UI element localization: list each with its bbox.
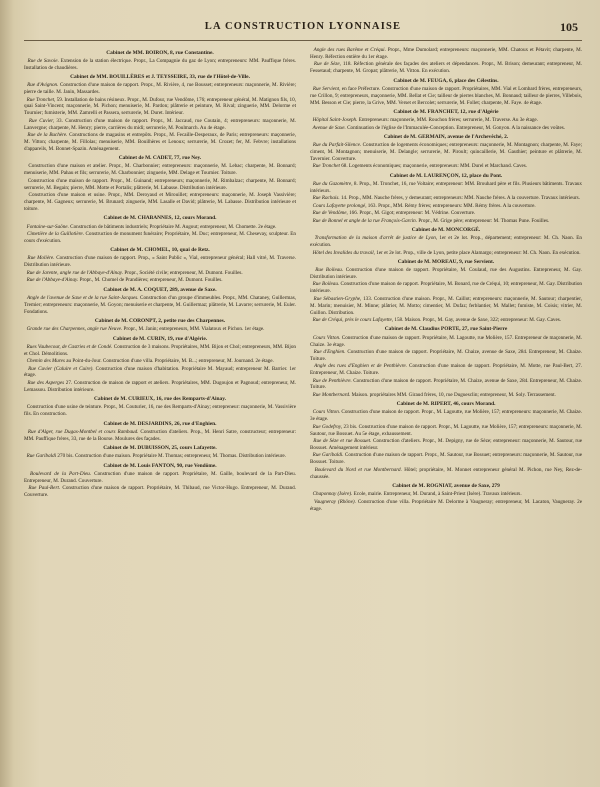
left-column <box>24 47 296 512</box>
entry-location: Fontaine-sur-Saône. <box>24 223 69 230</box>
entry-text: Construction d'une maison de rapport. Propriétaire, M. Lagoutte, rue Molière, 157. Entrepreneur de maçonnerie, M. Chaize. 3e étage. <box>310 334 582 348</box>
entry-location: Cimetière de la Guillotière. <box>24 230 85 237</box>
entry-text: 68. Logements économiques; maçonnerie, entrepreneurs: MM. Durel et Marchand. Caves. <box>339 163 528 170</box>
entry-location: Rue Tronchet, <box>24 96 56 103</box>
project-entry <box>310 61 582 75</box>
cabinet-heading: Cabinet de M. CADET, 77, rue Ney. <box>118 155 202 162</box>
entry-location: Rue Cuvier (Caluire et Cuire). <box>24 365 94 372</box>
entry-location: Avenue de Saxe. <box>310 124 346 131</box>
entry-text: Constructions de magasins et entrepôts. Propr., M. Fecaille-Desperaux, de Paris; entrepreneurs: maçonnerie, M. Vitton; charpente, M. Fillolas; menuiserie, MM. Bouilhères et Lenoux; serrurerie, M. Crozet; fer, M. Febvre; installations d'appareils, M. Bonnet-Spazin. Aménagement. <box>24 132 296 152</box>
project-entry <box>24 255 296 269</box>
project-entry <box>24 453 296 460</box>
project-entry <box>310 335 582 349</box>
project-entry <box>24 178 296 192</box>
project-entry <box>24 231 296 245</box>
entry-text: Construction de logements économiques; entrepreneurs: maçonnerie, M. Montagnon; charpente, M. Faye; ciment, M. Montagnon; menuiserie, M. Delangle; serrurerie, M. Piroult; quincaillerie, M. Gauthier; peinture et plâtrerie, M. Tavernier. Couverture. <box>310 142 582 163</box>
cabinet-heading: Cabinet de M. FRANCHET, 12, rue d'Algérie <box>393 109 499 116</box>
cabinet-heading: Cabinet de MM. BOUILLÈRES et J. TEYSSEIRE, 33, rue de l'Hôtel-de-Ville. <box>70 74 250 81</box>
entry-location: Rue Tronchet <box>310 163 340 170</box>
project-entry <box>24 58 296 72</box>
entry-text: Construction d'une maison de rapport. Prop., « Saint Public », Vial, entrepreneur général; Hall vitré, M. Traverse. Distribution intérieure. <box>24 255 296 269</box>
cabinet-heading: Cabinet de M. MOREAU, 9, rue Servient. <box>397 258 495 265</box>
project-entry <box>24 224 296 231</box>
entry-location: Chemin des Mures <box>24 358 65 365</box>
entry-location: Rue Boileau. <box>310 267 344 274</box>
entry-text: Propr., M. Janin; entrepreneurs, MM. Vialatoux et Pichon. 1er étage. <box>122 326 265 333</box>
entry-location: Hôtel des Invalides du travail, <box>310 249 375 256</box>
entry-location: Rue des Asperges <box>24 379 65 386</box>
cabinet-heading: Cabinet de M. CURIN, 19, rue d'Algérie. <box>112 335 208 342</box>
entry-text: Construction d'une maison de rapport. Propriétaire, M. Bonard, rue de Créqui, 10; entrepreneur, M. Gay. Distribution intérieure. <box>310 281 583 295</box>
cabinet-heading: Cabinet de M. CURIEUX, 16, rue des Remparts-d'Ainay. <box>94 396 226 403</box>
entry-text: 23 bis. Construction d'une maison de rapport. Propr., M. Lagoutte, rue Molière, 157; entrepreneurs: maçonnerie, M. Sautour, rue Bossuet. Au 5e étage, exhaussement. <box>310 423 582 437</box>
entry-location: Cours Vitton. <box>310 334 341 341</box>
entry-text: Construction d'une maison de rapport. Propriétaire, M. Thibaud, rue Victor-Hugo. Entrepreneur, M. Durand. Couverture. <box>24 485 297 499</box>
entry-text: Construction de monument funéraire; Propriétaire, M. Duc; entrepreneur, M. Chesevay, sculpteur. En cours d'exécution. <box>24 230 296 244</box>
cabinet-heading: Cabinet de M. Claudius PORTE, 27, rue Saint-Pierre <box>384 326 508 333</box>
cabinet-heading: Cabinet de M. A. COQUET, 289, avenue de Saxe. <box>103 286 217 293</box>
entry-text: Entrepreneurs: maçonnerie, MM. Rouchon frères; serrurerie, M. Traverse. Au 3e étage. <box>357 117 538 124</box>
project-entry <box>310 218 582 225</box>
entry-text: Construction d'une maison et atelier. Propr., M. Charbonnier; entrepreneurs: maçonnerie, M. Lebac; charpente, M. Bonnard; menuiserie, MM. Pahau et fils; serrurerie, M. Charbonnier; zinguerie, MM. Delage et Tournier. Toiture. <box>24 163 296 177</box>
entry-text: 1er et 2e lot. Prop., département; entrepreneur: M. Ch. Naon. En exécution. <box>310 235 582 249</box>
entry-location: Rue de Sèze et rue Bossuet. <box>310 438 372 445</box>
project-entry <box>310 47 582 61</box>
entry-text: 59. Installation de bains résineux. Propr., M. Dufour, rue Vendôme, 176; entrepreneur général, M. Matignon fils, 10, quai Saint-Vincent; maçonnerie, M. Pichon; menuiserie, M. Pardon; plâtrerie et peinture, M. Rival; zinguerie, MM. Delorme et Tournier; fumisterie, MM. Zamrelli et Passera, serrurerie, M. Duret. Intérieur. <box>24 96 296 117</box>
project-entry <box>310 125 582 132</box>
project-entry <box>24 97 296 118</box>
entry-location: Grande rue des Charpennes, angle rue Neuve. <box>24 326 123 333</box>
project-entry <box>24 344 296 358</box>
project-entry <box>310 409 582 423</box>
cabinet-heading: Cabinet de M. DUBUISSON, 25, cours Lafayette. <box>103 445 217 452</box>
entry-location: Chaponnay (Isère). <box>310 491 353 498</box>
project-entry <box>310 438 582 452</box>
project-entry <box>310 210 582 217</box>
entry-text: Construction d'une maison de rapport. Propriétaire, M. Chaize, avenue de Saxe, 284. Entrepreneur, M. Chaize. Toiture. <box>310 348 583 362</box>
cabinet-heading: Cabinet de MM. BOIRON, 8, rue Constantine. <box>106 49 214 56</box>
entry-location: Rue de Savoie. <box>24 57 59 64</box>
entry-text: 33. Construction d'une maison de rapport. Propr., M. Jaccaud, rue Coutain, 4; entrepreneurs: maçonnerie, M. Lanvergne; charpente, M. Henry; pierre, carrières du midi; serrurerie, M. Poulmarch. Au 4e étage. <box>24 117 296 131</box>
project-entry <box>310 452 582 466</box>
entry-text: Construction d'une maison de rapport. Propr., M. Sautour, rue Bossuet; entrepreneurs: maçonnerie, M. Sautour, rue Bossuet. Toiture. <box>310 452 582 466</box>
entry-text: Construction d'une maison et usine. Propr., MM. Deroyaud et Mirouillet; entrepreneurs: maçonnerie, M. Joseph Vassivière; charpente, M. Gagneux; serrurerie, M. Brunard; zinguerie, MM. Lasalle et David; plâtrerie, M. Labasse. Distribution intérieure et toiture. <box>24 192 296 212</box>
project-entry <box>310 267 582 281</box>
entry-text: Ecole, mairie. Entrepreneur, M. Durand, à Saint-Priest (Isère). Travaux intérieurs. <box>352 491 522 498</box>
cabinet-heading: Cabinet de M. GERMAIN, avenue de l'Archevêché, 2. <box>383 134 509 141</box>
project-entry <box>310 378 582 392</box>
project-entry <box>310 235 582 249</box>
entry-location: Rue Godefroy, <box>310 423 343 430</box>
entry-location: Rue du Gazomètre, <box>310 181 353 188</box>
project-entry <box>24 326 296 333</box>
project-entry <box>310 392 582 399</box>
entry-text: Hôtel; propriétaire, M. Monnet entrepreneur général M. Pichon, rue Ney, Rez-de-chaussée. <box>310 466 583 480</box>
entry-location: Cours Lafayette prolongé, <box>310 202 367 209</box>
entry-location: Rues Vaubecour, de Castries et de Condé. <box>24 343 113 350</box>
cabinet-heading: Cabinet de M. RIPERT, 46, cours Morand. <box>396 401 496 408</box>
cabinet-heading: Cabinet de M. CORONPT, 2, petite rue des Charpennes. <box>94 318 226 324</box>
entry-location: Rue de Bonnel et angle de la rue François-Garcin. <box>310 217 418 224</box>
project-entry <box>310 296 582 317</box>
running-header <box>24 18 582 41</box>
entry-text: Propr., M. Grige père; entrepreneur: M. Thomas Pune. Fouilles. <box>417 217 550 224</box>
cabinet-heading: Cabinet de M. MONCORGÉ. <box>411 227 481 234</box>
entry-location: Angle des rues Barême et Créqui. <box>310 47 386 53</box>
entry-location: Rue Garibaldi. <box>310 452 344 459</box>
cabinet-heading: Cabinet de M. LAURENÇON, 12, place du Pont. <box>389 172 503 179</box>
entry-location: Boulevard de la Part-Dieu. <box>24 471 92 477</box>
entry-location: Angle des rues d'Enghien et de Penthièvre. <box>310 363 407 370</box>
text-columns <box>24 47 582 512</box>
entry-text: Construction d'une maison de rapport. Propriétaire, M. Chaize, avenue de Saxe, 284. Entrepreneur, M. Chaize. Toiture. <box>310 377 583 391</box>
entry-text: 27. Construction de maison de rapport et ateliers. Propriétaires, MM. Dugoujon et Pagnoud; entrepreneur, M. Lemassou. Distribution intérieure. <box>24 379 297 393</box>
entry-text: Extension de la station électrique. Propr., La Compagnie du gaz de Lyon; entrepreneurs: MM. Pauffique frères. Installation de chaudières. <box>24 57 296 71</box>
entry-location: Transformation de la maison d'arrêt de justice de Lyon, <box>310 235 438 242</box>
entry-location: Rue de Vendôme, <box>310 210 348 217</box>
project-entry <box>310 317 582 324</box>
project-entry <box>24 118 296 132</box>
project-entry <box>24 471 296 485</box>
entry-text: Construction d'une maison de rapport. Propr., M. Lagoutte, rue Molière, 157; entrepreneurs: maçonnerie, M. Chaize. 3e étage. <box>310 409 582 423</box>
entry-text: Construction d'une maison de rapport. Propr., M. Rivière, 4, rue Bousset; entrepreneurs: maçonnerie, M. Rivière; pierre de taille. M. Janin, Massardes. <box>24 82 296 96</box>
project-entry <box>24 192 296 213</box>
project-entry <box>310 117 582 124</box>
entry-location: Rue Montbernard. <box>310 391 351 398</box>
entry-location: Rue d'Alger, rue Dugas-Montbel et cours Rambaud. <box>24 428 139 435</box>
project-entry <box>24 163 296 177</box>
project-entry <box>24 404 296 418</box>
entry-location: Rue Garibaldi <box>24 453 57 460</box>
entry-text: Construction d'une usine de teinture. Propr., M. Couturier, 16, rue des Remparts-d'Ainay; entrepreneur: maçonnerie, M. Vassivière fils. En construction. <box>24 404 296 418</box>
entry-location: Rue Servient, <box>310 85 341 92</box>
entry-text: Construction d'ateliers. Propr., M. Depigny, rue de Sèze; entrepreneur: maçonnerie, M. Sautour, rue Bossuet. Aménagement intérieur. <box>310 438 582 451</box>
journal-title: LA CONSTRUCTION LYONNAISE <box>204 21 402 32</box>
entry-text: en face Préfecture. Construction d'une maison de rapport. Propriétaires, MM. Vial et Lombard frères, entrepreneurs, rue Crillon, 9; entrepreneurs, maçonnerie, MM. Bellat et Cie; tailleur de pierres blanches, M. Bonnaud; tailleur de pierres, Villebois, MM. Besson et Cie; pierre, la Grive, MM. Verset et Bercolet; serrurerie, M. Follet; charpente, M. Faye. 4e étage. <box>310 85 582 106</box>
cabinet-heading: Cabinet de M. FEUGA, 6, place des Célestins. <box>393 77 499 84</box>
project-entry <box>24 277 296 284</box>
project-entry <box>310 491 582 498</box>
project-entry <box>24 132 296 153</box>
project-entry <box>24 380 296 394</box>
entry-location: Rue de Penthièvre. <box>310 377 352 384</box>
entry-location: Rue de Jarente, angle rue de l'Abbaye-d'Ainay. <box>24 269 124 276</box>
entry-text: Construction de 3 maisons. Propriétaires, MM. Bijon et Chol; entrepreneurs, MM. Bijon et Chol. Démolitions. <box>24 343 296 357</box>
entry-text: Construction d'une maison d'habitation. Propriétaire M. Mayaud; entrepreneur M. Barrier. 1er étage. <box>24 365 296 379</box>
project-entry <box>310 349 582 363</box>
entry-text: au Point-du-Jour. Construction d'une villa. Propriétaire, M. B...; entrepreneur, M. Journand. 2e étage. <box>64 358 274 365</box>
project-entry <box>310 363 582 377</box>
entry-location: Rue Molière. <box>24 255 55 262</box>
entry-location: Rue Cuvier, <box>24 117 54 124</box>
project-entry <box>310 424 582 438</box>
entry-text: 270 bis. Construction d'une maison. Propriétaire M. Thomas; entrepreneur, M. Thomas. Distribution intérieure. <box>56 453 286 460</box>
project-entry <box>310 203 582 210</box>
entry-text: Construction d'une maison de rapport. Propriétaire, M. Coulaud, rue des Augustins. Entrepreneur, M. Gay. Distribution intérieure. <box>310 267 582 281</box>
entry-location: Rue Sébastien-Gryphe, <box>310 295 362 302</box>
entry-location: Rue Rachais. <box>310 195 340 202</box>
entry-text: Maison. propriétaires MM. Giraud frères, 10, rue Duguesclin; entrepreneur, M. Soly. Terrassement. <box>350 391 556 398</box>
project-entry <box>24 485 296 499</box>
cabinet-heading: Cabinet de M. CHABANNES, 12, cours Morand. <box>103 215 217 222</box>
entry-text: 1er et 2e lot. Prop., ville de Lyon, petite place Alamargo; entrepreneur: M. Ch. Naon. En exécution. <box>374 249 581 256</box>
entry-location: Rue Boileau. <box>310 281 340 288</box>
entry-location: Rue de Sèze, <box>310 61 341 68</box>
entry-location: Rue d'Enghien. <box>310 348 346 355</box>
entry-text: Construction d'un groupe d'immeubles. Propr., MM. Chataney, Guillermas, Tremier; entrepreneurs: maçonnerie, M. Goyon; menuiserie et charpente, M. Guillermaz; plâtrerie, M. Lavarre; serrurerie, M. Euler. Fondations. <box>24 294 296 315</box>
project-entry <box>24 358 296 365</box>
entry-text: Continuation de l'église de l'Immaculée-Conception. Entrepreneur, M. Gonyon. A la naissance des voûtes. <box>345 124 566 131</box>
project-entry <box>310 86 582 107</box>
project-entry <box>310 499 582 513</box>
project-entry <box>310 250 582 257</box>
project-entry <box>24 429 296 443</box>
cabinet-heading: Cabinet de M. DESJARDINS, 26, rue d'Enghien. <box>103 420 217 427</box>
entry-text: 166. Propr., M. Gigot; entrepreneur: M. Védrine. Couverture. <box>347 210 476 217</box>
project-entry <box>24 366 296 380</box>
entry-text: Construction d'une maison de rapport. Propriétaire, M. Gaille, boulevard de la Part-Dieu. Entrepreneur, M. Durand. Couverture. <box>24 471 296 484</box>
cabinet-heading: Cabinet de M. Louis FANTON, 90, rue Vendôme. <box>103 462 217 469</box>
entry-location: Rue Paul-Bert. <box>24 485 61 492</box>
entry-location: Rue du Parfait-Silence. <box>310 142 362 149</box>
entry-location: Rue de la Buchère. <box>24 132 68 139</box>
project-entry <box>24 270 296 277</box>
entry-location: Rue d'Avignon. <box>24 82 59 89</box>
entry-location: Angle de l'avenue de Saxe et de la rue Saint-Jacques. <box>24 294 139 301</box>
project-entry <box>24 295 296 316</box>
page-number: 105 <box>560 20 578 34</box>
entry-location: Cours Vitton. <box>310 409 341 416</box>
entry-text: Construction d'une villa. Propriétaire M. Delorme à Vaugneray; entrepreneur, M. Lacaton, Vaugneray. 2e étage. <box>310 498 582 512</box>
entry-text: 158. Maison. Propr., M. Gay, avenue de Saxe, 322; entrepreneur: M. Gay. Caves. <box>393 317 562 323</box>
entry-text: 118. Réfection générale des façades des ateliers et dépendances. Propr., M. Brison; demeurant; entrepreneur, M. Fessetaud; charpente, M. Gropat; plâtrerie, M. Vitton. En exécution. <box>310 61 582 75</box>
project-entry <box>24 82 296 96</box>
entry-text: Propr., Société civile; entrepreneur, M. Dumont. Fouilles. <box>123 269 243 276</box>
project-entry <box>310 281 582 295</box>
entry-location: Hôpital Saint-Joseph. <box>310 117 358 124</box>
entry-location: Rue de Créqui, près le cours Lafayette, <box>310 317 394 323</box>
entry-text: Construction d'une maison de rapport. Propriétaire, M. Motte, rue Paul-Bert, 27. Entrepreneur, M. Chaize. Toiture. <box>310 363 582 377</box>
entry-text: Propr., M. Chomel de Prandières; entrepreneur, M. Dumont. Fouilles. <box>78 277 223 284</box>
cabinet-heading: Cabinet de M. CHOMEL, 10, quai de Retz. <box>110 247 210 254</box>
entry-text: 163. Propr., MM. Rémy frères; entrepreneurs: MM. Rémy frères. A la couverture. <box>366 202 536 209</box>
entry-text: Propr., Mme Dumolard; entrepreneurs: maçonnerie, MM. Chatoux et Pétavit; charpente, M. Henry. Réfection entière du 1er étage. <box>310 47 582 60</box>
entry-text: Construction d'ateliers. Prop., M. Henri Satre, constructeur; entrepreneur: MM. Pauffique frères, 33, rue de la Bourse. Moulures des façades. <box>24 428 296 442</box>
project-entry <box>310 163 582 170</box>
entry-text: 8. Prop., M. Tronchet, 16, rue Voltaire; entrepreneur: MM. Brouhard père et fils. Plusieurs bâtiments. Travaux intérieurs. <box>310 181 582 194</box>
entry-text: 133. Construction d'une maison. Propr., M. Caillot; entrepreneurs: maçonnerie, M. Sautour; charpentier, M. Marin; menuisier, M. Minne; plâtrier, M. Motto; cimentier, M. Dufaz; ferblantier, M. Mallet; fumiste, M. Coisis; vitrier, M. Guillon. Distribution. <box>310 295 582 316</box>
project-entry <box>310 195 582 202</box>
entry-text: 14. Prop., MM. Nauche frères, y demeurant; entrepreneurs: MM. Nauche frères. A la couverture. Travaux intérieurs. <box>339 195 580 202</box>
right-column <box>310 47 582 512</box>
entry-text: Construction de bâtiments industriels; Propriétaire M. Augout; entrepreneur, M. Chomette. 2e étage. <box>68 223 277 230</box>
entry-location: Rue de l'Abbaye-d'Ainay. <box>24 277 79 284</box>
entry-location: Vaugneray (Rhône). <box>310 498 356 505</box>
entry-text: Construction d'une maison de rapport. Propr., M. Guinand; entrepreneurs; maçonnerie, M. Rimbalzac; charpente, M. Bonnard; serrurerie, M. Begain; pierre, MM. Motte et Portalis; plâtrerie, M. Labasse. Distribution intérieure. <box>24 177 296 191</box>
cabinet-heading: Cabinet de M. ROGNIAT, avenue de Saxe, 279 <box>392 483 500 490</box>
project-entry <box>310 181 582 195</box>
project-entry <box>310 142 582 163</box>
project-entry <box>310 467 582 481</box>
entry-location: Boulevard du Nord et rue Montbernard. <box>310 466 402 473</box>
